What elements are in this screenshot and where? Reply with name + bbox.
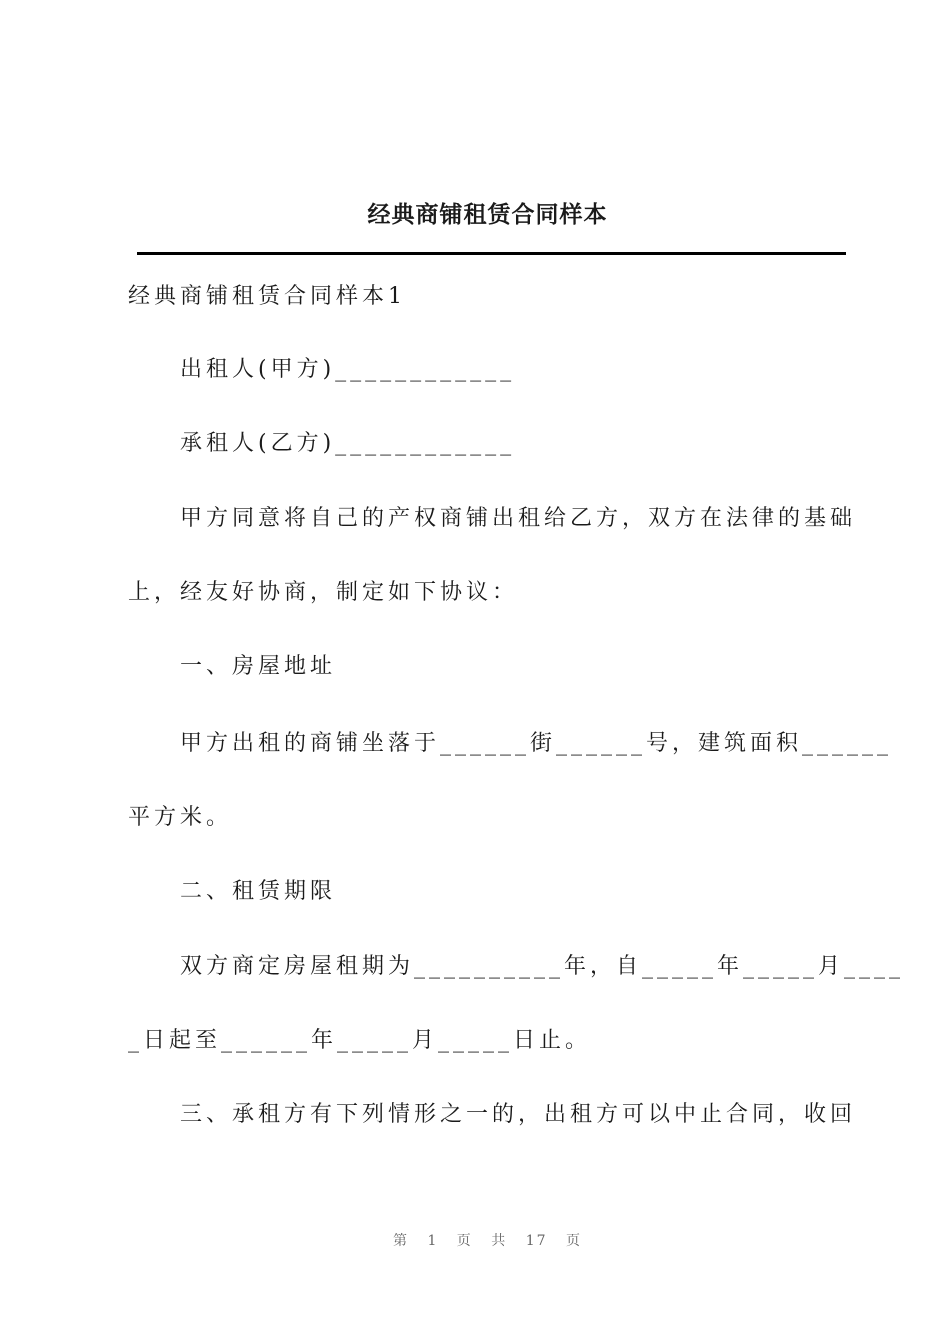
paragraph-line: _日起至______年_____月_____日止。 [128,1028,592,1053]
paragraph-line: 甲方同意将自己的产权商铺出租给乙方，双方在法律的基础 [180,506,857,531]
page-number: 第 1 页 共 17 页 [393,1233,582,1249]
paragraph-line: 甲方出租的商铺坐落于______街______号，建筑面积______ [180,731,893,756]
document-title: 经典商铺租赁合同样本 [367,202,608,228]
section-heading: 经典商铺租赁合同样本1 [128,284,406,309]
paragraph-line: 平方米。 [128,805,233,830]
paragraph-line: 双方商定房屋租期为__________年，自_____年_____月____ [180,954,905,979]
lessee-field: 承租人(乙方)____________ [180,431,516,456]
clause-heading: 一、房屋地址 [180,654,337,679]
title-underline [137,252,846,255]
paragraph-line: 上，经友好协商，制定如下协议： [128,580,519,605]
clause-heading: 三、承租方有下列情形之一的，出租方可以中止合同，收回 [180,1102,857,1127]
lessor-field: 出租人(甲方)____________ [180,357,516,382]
clause-heading: 二、租赁期限 [180,879,337,904]
